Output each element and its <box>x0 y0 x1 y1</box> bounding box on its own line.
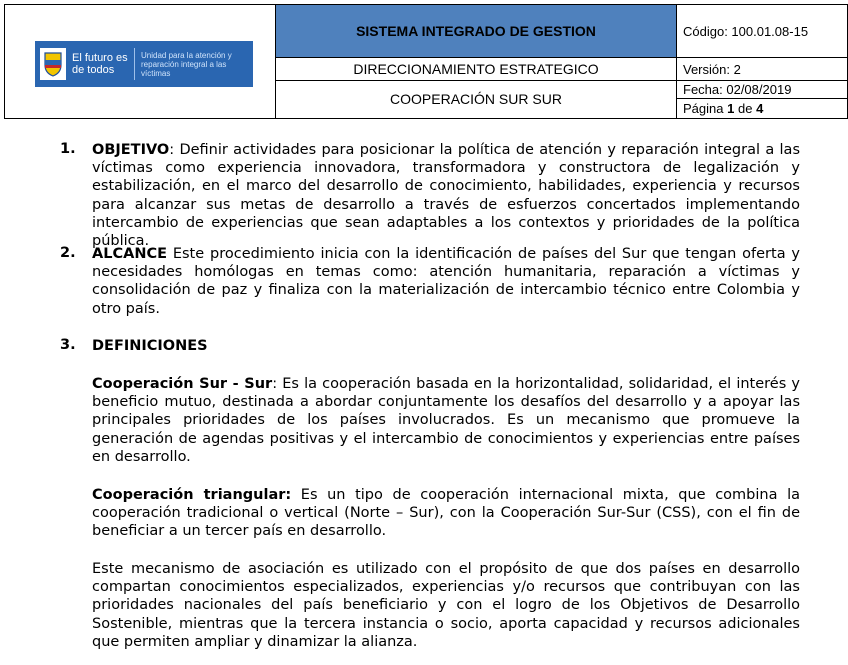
document-code: Código: 100.01.08-15 <box>677 5 848 58</box>
definition-sur-sur <box>92 375 800 466</box>
document-version: Versión: 2 <box>677 58 848 80</box>
section-3-heading-row <box>92 337 800 355</box>
association-mechanism-paragraph: Este mecanismo de asociación es utilizado con el propósito de que dos países en desarrollo compartan conocimientos especializados, experiencias y/o recursos que contribuyan con las prioridades nacionales del país beneficiario y con el logro de los Objetivos de Desarrollo Sostenible, mientras que la tercera instancia o socio, aporta capacidad y recursos adicionales que permiten ampliar y dinamizar la alianza. <box>92 561 800 650</box>
coat-of-arms-icon <box>40 48 66 80</box>
section-3-number: 3. <box>60 337 76 353</box>
definition-triangular-text: Es un tipo de cooperación internacional mixta, que combina la cooperación tradicional o vertical (Norte – Sur), con la Cooperación Sur-Sur (CSS), con el fin de beneficiar a un tercer país en desarrollo. <box>92 487 800 540</box>
document-date: Fecha: 02/08/2019 <box>677 80 848 98</box>
section-3-heading: DEFINICIONES <box>92 338 208 354</box>
section-2-alcance <box>92 245 800 318</box>
section-1-heading: OBJETIVO <box>92 142 170 158</box>
section-2-heading: ALCANCE <box>92 246 168 262</box>
document-title: COOPERACIÓN SUR SUR <box>276 80 677 118</box>
institution-logo <box>35 41 253 87</box>
logo-separator <box>134 48 135 80</box>
definition-triangular <box>92 486 800 541</box>
definition-sur-sur-text: : Es la cooperación basada en la horizontalidad, solidaridad, el interés y beneficio mutuo, destinada a abordar conjuntamente los desafíos del desarrollo y a apoyar las principales prioridades de los países involucrados. Es un mecanismo que promueve la generación de agendas positivas y el intercambio de conocimientos y experiencias entre países en desarrollo. <box>92 376 800 465</box>
document-header-table <box>4 4 848 119</box>
process-name: DIRECCIONAMIENTO ESTRATEGICO <box>276 58 677 80</box>
definition-sur-sur-term: Cooperación Sur - Sur <box>92 376 273 392</box>
definition-triangular-term: Cooperación triangular: <box>92 487 292 503</box>
system-title: SISTEMA INTEGRADO DE GESTION <box>276 5 677 58</box>
logo-cell <box>5 5 276 119</box>
section-1-objetivo <box>92 141 800 250</box>
logo-sub-text: Unidad para la atención y reparación integral a las víctimas <box>141 50 232 78</box>
page-number: Página 1 de 4 <box>677 98 848 118</box>
section-1-number: 1. <box>60 141 76 157</box>
section-2-text: Este procedimiento inicia con la identificación de países del Sur que tengan oferta y necesidades homólogas en temas como: atención humanitaria, reparación a víctimas y consolidación de paz y finaliza con la materialización de intercambio técnico entre Colombia y otro país. <box>92 246 800 317</box>
logo-main-text: El futuro es de todos <box>72 52 128 76</box>
section-2-number: 2. <box>60 245 76 261</box>
section-1-text: : Definir actividades para posicionar la política de atención y reparación integral a las víctimas como experiencia innovadora, transformadora y constructora de legalización y estabilización, en el marco del desarrollo de conocimiento, habilidades, experiencia y recursos para alcanzar sus metas de desarrollo a través de esfuerzos concertados implementando intercambio de experiencias que sean adaptables a los contextos y prioridades de la política pública. <box>92 142 800 250</box>
